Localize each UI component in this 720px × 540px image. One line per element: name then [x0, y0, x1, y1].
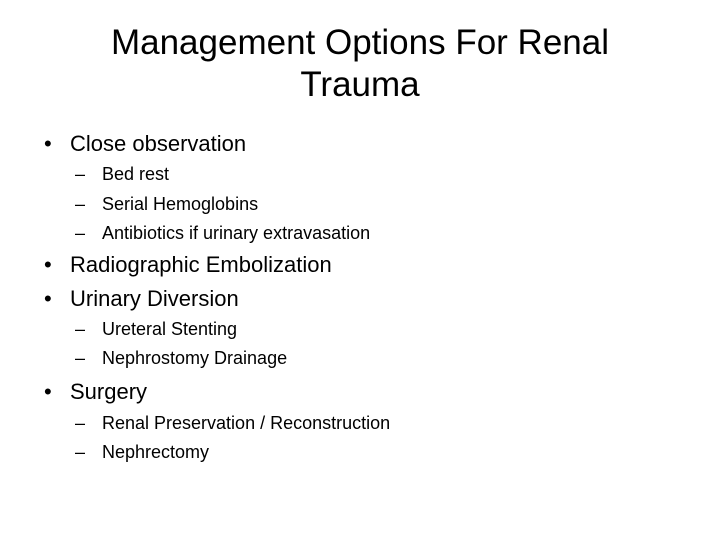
bullet-item-close-observation [44, 131, 246, 157]
sub-item-nephrostomy-drainage [75, 347, 287, 369]
sub-item-ureteral-stenting [75, 318, 237, 340]
bullet-item-surgery [44, 379, 147, 405]
sub-item-label: Bed rest [102, 164, 170, 184]
sub-item-label: Ureteral Stenting [102, 319, 238, 339]
bullet-item-radiographic-embolization [44, 252, 332, 278]
dash-marker: – [75, 164, 86, 184]
dash-marker: – [75, 223, 86, 243]
sub-item-antibiotics [75, 222, 370, 244]
dash-marker: – [75, 348, 86, 368]
slide-title: Management Options For Renal Trauma [110, 23, 610, 104]
sub-item-label: Serial Hemoglobins [102, 194, 259, 214]
sub-item-label: Antibiotics if urinary extravasation [102, 223, 371, 243]
sub-item-label: Nephrectomy [102, 442, 210, 462]
bullet-marker: • [44, 286, 52, 311]
dash-marker: – [75, 194, 86, 214]
bullet-marker: • [44, 131, 52, 156]
bullet-label: Close observation [70, 131, 247, 156]
dash-marker: – [75, 319, 86, 339]
bullet-item-urinary-diversion [44, 286, 239, 312]
dash-marker: – [75, 442, 86, 462]
sub-item-nephrectomy [75, 441, 209, 463]
sub-item-bed-rest [75, 163, 169, 185]
bullet-label: Radiographic Embolization [70, 252, 332, 277]
dash-marker: – [75, 413, 86, 433]
bullet-label: Surgery [70, 379, 148, 404]
bullet-marker: • [44, 379, 52, 404]
bullet-marker: • [44, 252, 52, 277]
sub-item-label: Renal Preservation / Reconstruction [102, 413, 391, 433]
bullet-label: Urinary Diversion [70, 286, 239, 311]
sub-item-label: Nephrostomy Drainage [102, 348, 288, 368]
sub-item-serial-hemoglobins [75, 193, 258, 215]
sub-item-renal-preservation [75, 412, 390, 434]
